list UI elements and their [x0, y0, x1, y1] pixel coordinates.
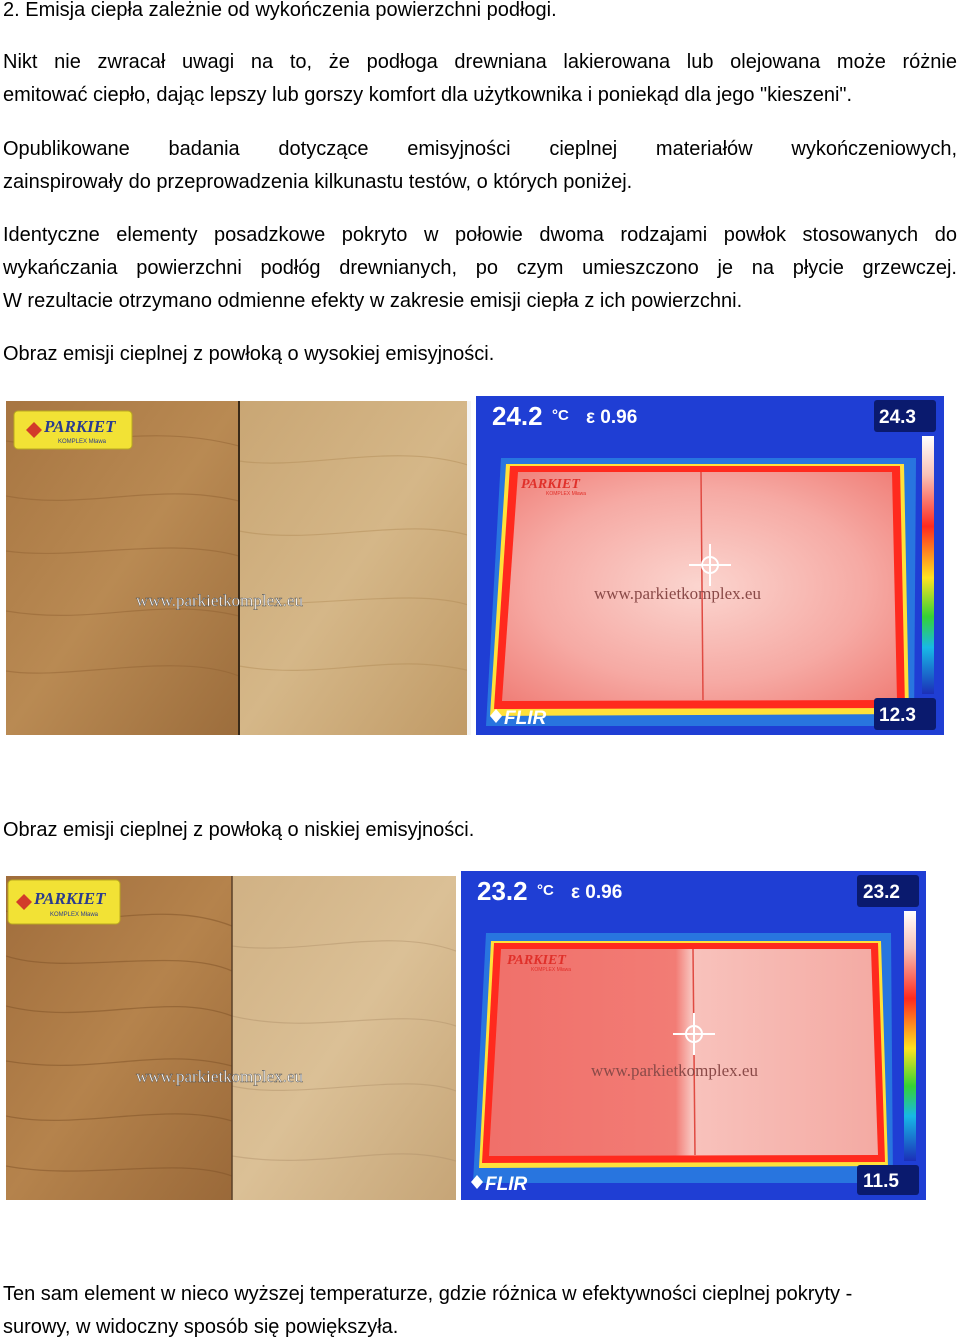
logo-text-sub: KOMPLEX Mława: [50, 912, 99, 918]
color-scale-bar: [922, 436, 934, 694]
logo-text-main: PARKIET: [507, 953, 566, 968]
caption-low-emissivity: Obraz emisji cieplnej z powłoką o niskiej emisyjności.: [3, 819, 475, 841]
emissivity-readout: ε 0.96: [571, 882, 623, 903]
scale-min-label: 12.3: [879, 705, 916, 726]
wood-photo-high: [6, 401, 471, 735]
watermark: www.parkietkomplex.eu: [136, 1067, 303, 1086]
paragraph-2-line-2: zainspirowały do przeprowadzenia kilkunastu testów, o których poniżej.: [3, 171, 633, 193]
logo-text-sub: KOMPLEX Mława: [531, 967, 572, 973]
logo-text-main: PARKIET: [34, 889, 106, 908]
flir-brand: FLIR: [504, 708, 547, 729]
temperature-unit: °C: [552, 407, 569, 424]
thermal-image-high: [476, 396, 944, 735]
parkiet-logo: [8, 880, 120, 924]
watermark: www.parkietkomplex.eu: [594, 584, 761, 603]
scale-max-label: 23.2: [863, 882, 900, 903]
color-scale-bar: [904, 911, 916, 1161]
paragraph-1-line-2: emitować ciepło, dając lepszy lub gorszy komfort dla użytkownika i poniekąd dla jego "kieszeni".: [3, 84, 853, 106]
watermark: www.parkietkomplex.eu: [591, 1061, 758, 1080]
section-heading: 2. Emisja ciepła zależnie od wykończenia powierzchni podłogi.: [3, 0, 557, 21]
scale-max-label: 24.3: [879, 407, 916, 428]
emissivity-readout: ε 0.96: [586, 407, 638, 428]
closing-line-2: surowy, w widoczny sposób się powiększyła.: [3, 1316, 399, 1338]
temperature-readout: 24.2: [492, 401, 543, 431]
parkiet-logo: [14, 411, 132, 449]
paragraph-3-line-3: W rezultacie otrzymano odmienne efekty w zakresie emisji ciepła z ich powierzchni.: [3, 290, 743, 312]
temperature-readout: 23.2: [477, 876, 528, 906]
logo-text-main: PARKIET: [44, 417, 116, 436]
paragraph-1-line-1: Nikt nie zwracał uwagi na to, że podłoga drewniana lakierowana lub olejowana może różnie: [3, 51, 957, 73]
flir-brand: FLIR: [485, 1174, 528, 1195]
watermark: www.parkietkomplex.eu: [136, 591, 303, 610]
paragraph-2-line-1: Opublikowane badania dotyczące emisyjności cieplnej materiałów wykończeniowych,: [3, 138, 957, 160]
paragraph-3-line-2: wykańczania powierzchni podłóg drewnianych, po czym umieszczono je na płycie grzewczej.: [3, 257, 957, 279]
logo-text-sub: KOMPLEX Mława: [546, 491, 587, 497]
temperature-unit: °C: [537, 882, 554, 899]
logo-text-sub: KOMPLEX Mława: [58, 439, 107, 445]
scale-min-label: 11.5: [863, 1171, 899, 1192]
caption-high-emissivity: Obraz emisji cieplnej z powłoką o wysokiej emisyjności.: [3, 343, 495, 365]
logo-text-main: PARKIET: [521, 477, 580, 492]
paragraph-3-line-1: Identyczne elementy posadzkowe pokryto w połowie dwoma rodzajami powłok stosowanych do: [3, 224, 957, 246]
thermal-image-low: [461, 871, 926, 1200]
closing-line-1: Ten sam element w nieco wyższej temperaturze, gdzie różnica w efektywności cieplnej pokryty -: [3, 1283, 853, 1305]
wood-photo-low: [6, 876, 456, 1200]
